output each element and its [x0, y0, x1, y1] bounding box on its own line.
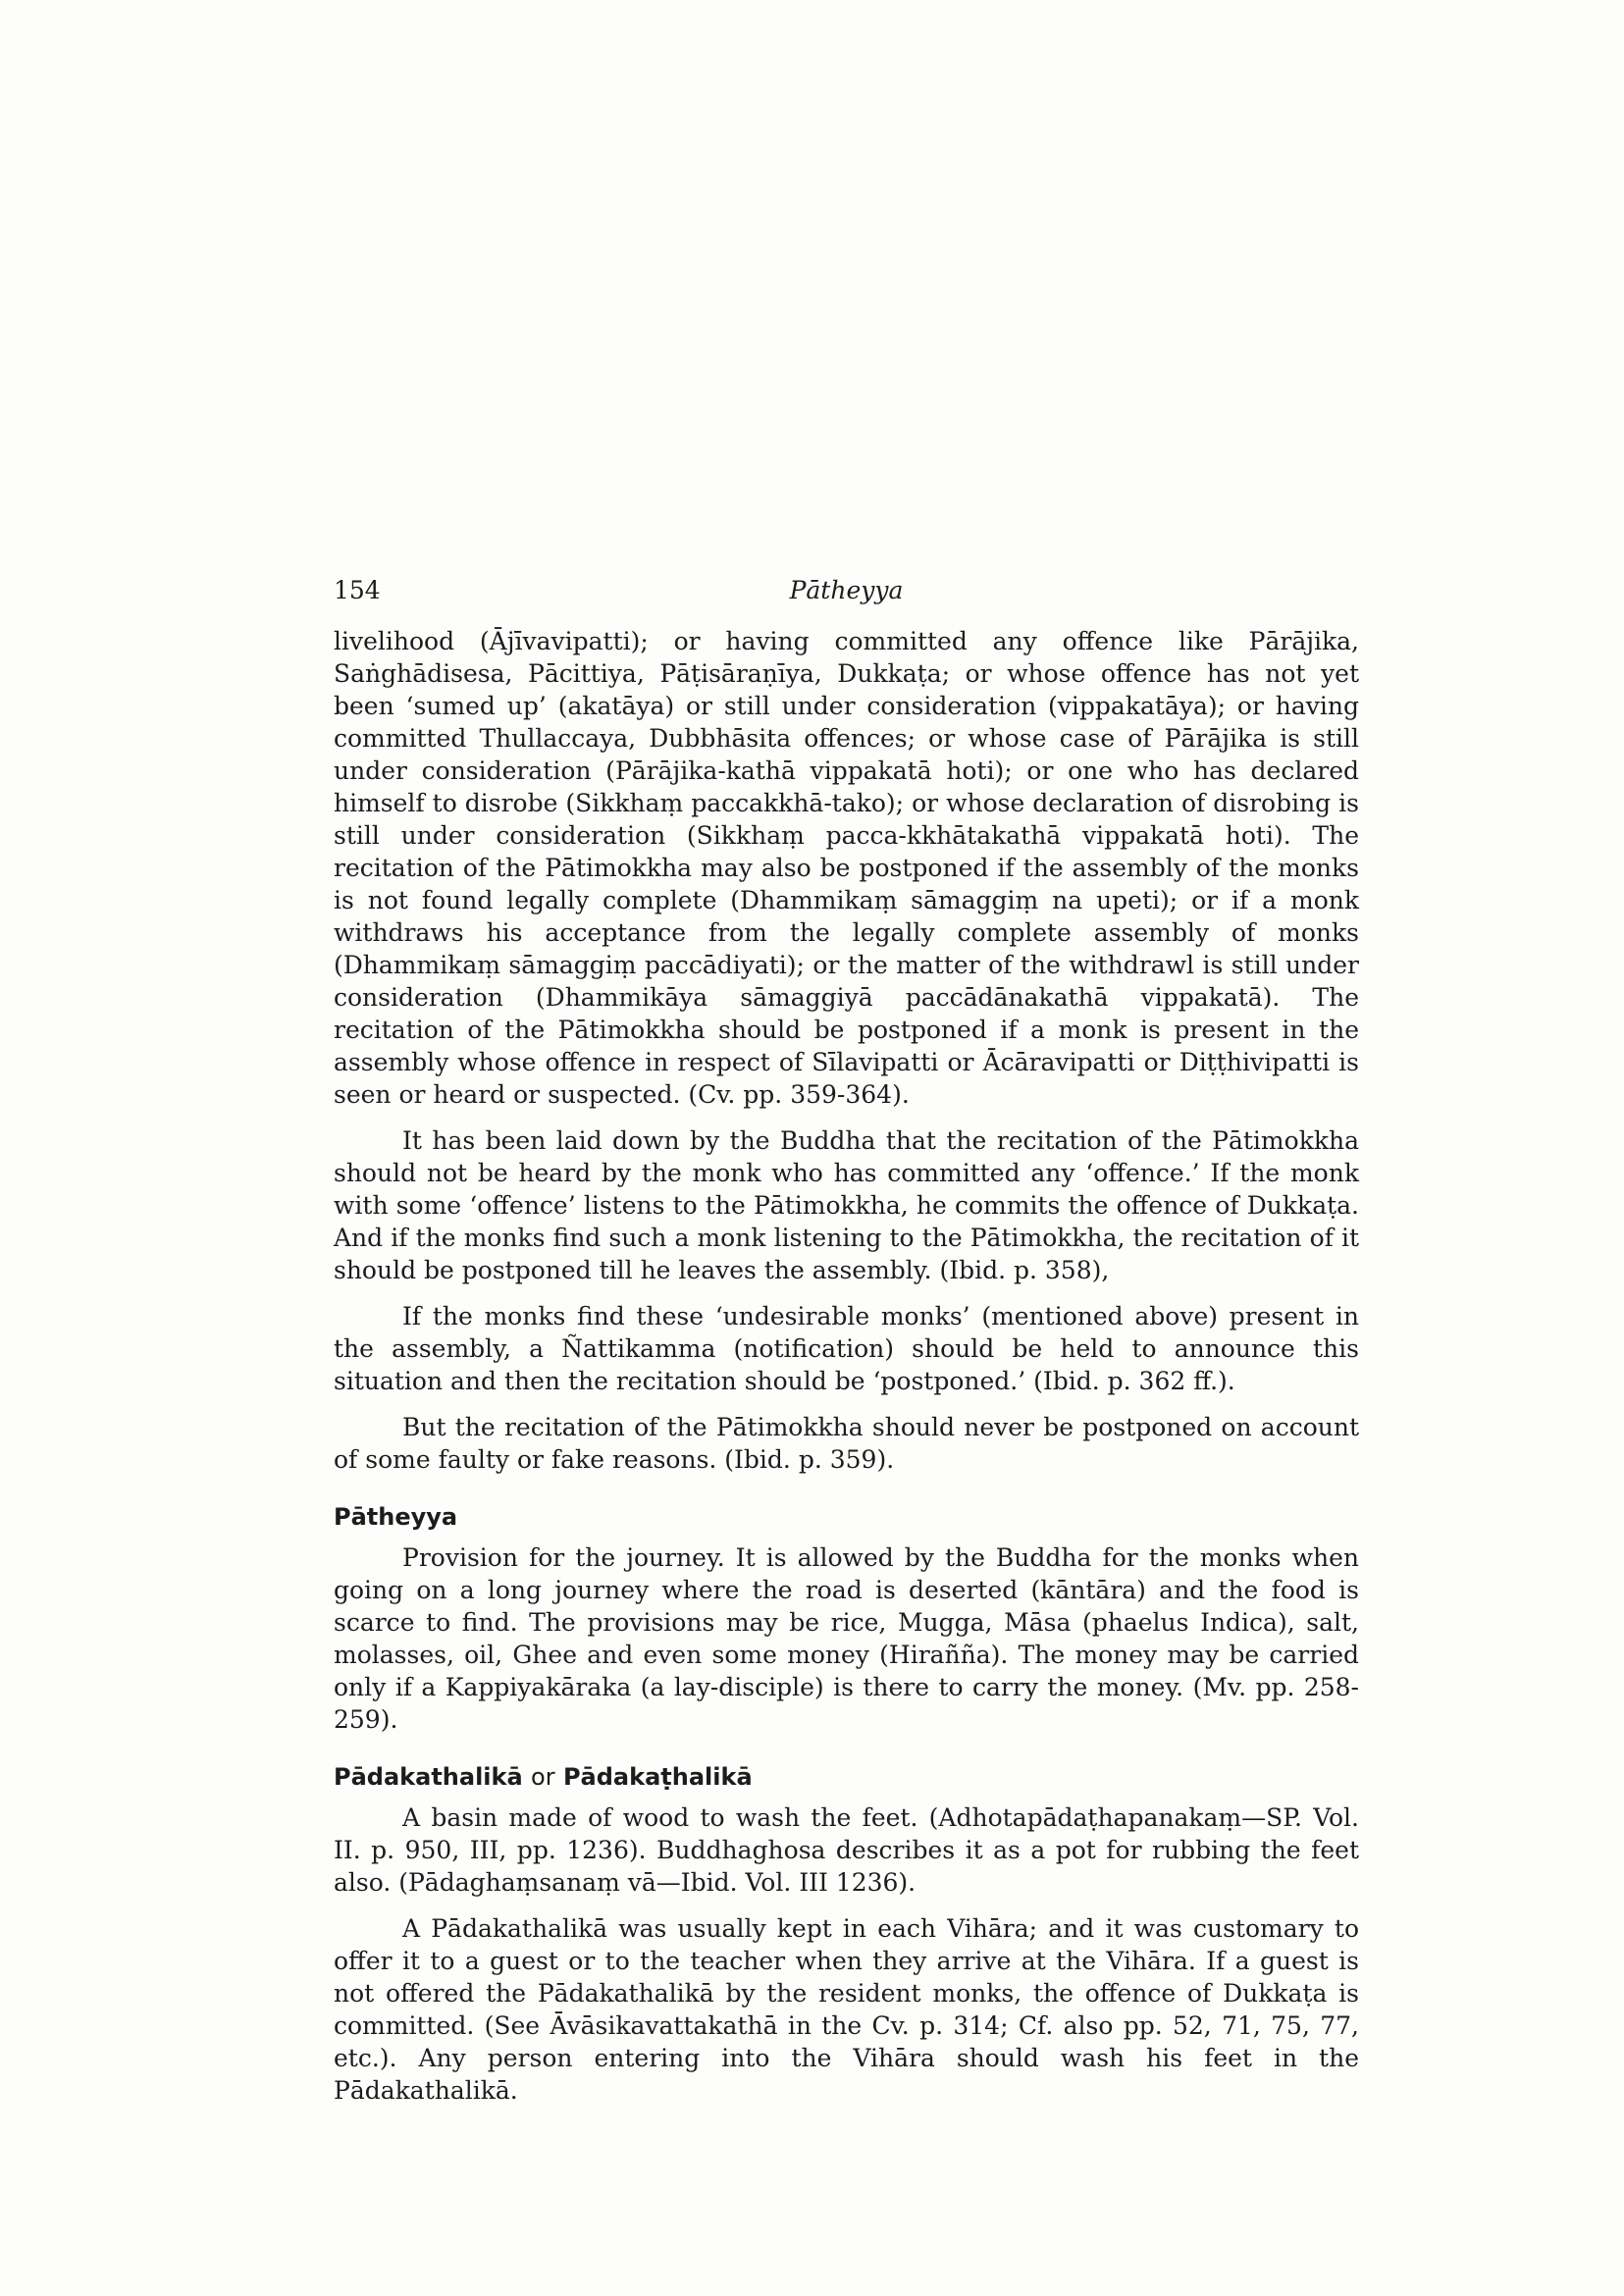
paragraph-continued: livelihood (Ājīvavipatti); or having committed any offence like Pārājika, Saṅghādisesa, Pācittiya, Pāṭisāraṇīya, Dukkaṭa; or whose offence has not yet been ‘sumed up’ (akatāya) or still under consideration (vippakatāya); or having committed Thullaccaya, Dubbhāsita offences; or whose case of Pārājika is still under consideration (Pārājika-kathā vippakatā hoti); or one who has declared himself to disrobe (Sikkhaṃ paccakkhā-tako); or whose declaration of disrobing is still under consideration (Sikkhaṃ pacca-kkhātakathā vippakatā hoti). The recitation of the Pātimokkha may also be postponed if the assembly of the monks is not found legally complete (Dhammikaṃ sāmaggiṃ na upeti); or if a monk withdraws his acceptance from the legally complete assembly of monks (Dhammikaṃ sāmaggiṃ paccādiyati); or the matter of the withdrawl is still under consideration (Dhammikāya sāmaggiyā paccādānakathā vippakatā). The recitation of the Pātimokkha should be postponed if a monk is present in the assembly whose offence in respect of Sīlavipatti or Ācāravipatti or Diṭṭhivipatti is seen or heard or suspected. (Cv. pp. 359-364).: [334, 627, 1359, 1109]
paragraph: A Pādakathalikā was usually kept in each Vihāra; and it was customary to offer it to a guest or to the teacher when they arrive at the Vihāra. If a guest is not offered the Pādakathalikā by the resident monks, the offence of Dukkaṭa is committed. (See Āvāsikavattakathā in the Cv. p. 314; Cf. also pp. 52, 71, 75, 77, etc.). Any person entering into the Vihāra should wash his feet in the Pādakathalikā.: [334, 1914, 1359, 2105]
heading-or: or: [531, 1763, 555, 1791]
heading-term-variant: Pādakaṭhalikā: [562, 1763, 753, 1791]
heading-term: Pādakathalikā: [334, 1763, 523, 1791]
paragraph: It has been laid down by the Buddha that the recitation of the Pātimokkha should not be heard by the monk who has committed any ‘offence.’ If the monk with some ‘offence’ listens to the Pātimokkha, he commits the offence of Dukkaṭa. And if the monks find such a monk listening to the Pātimokkha, the recitation of it should be postponed till he leaves the assembly. (Ibid. p. 358),: [334, 1126, 1359, 1284]
running-title: Pātheyya: [789, 576, 904, 604]
section-heading-patheyya: Pātheyya: [334, 1503, 458, 1531]
running-head: [334, 574, 1359, 613]
paragraph: But the recitation of the Pātimokkha should never be postponed on account of some faulty or fake reasons. (Ibid. p. 359).: [334, 1413, 1359, 1474]
page-number: 154: [334, 576, 381, 604]
paragraph: A basin made of wood to wash the feet. (Adhotapādaṭhapanakaṃ—SP. Vol. II. p. 950, III, pp. 1236). Buddhaghosa describes it as a pot for rubbing the feet also. (Pādaghaṃsanaṃ vā—Ibid. Vol. III 1236).: [334, 1803, 1359, 1897]
paragraph: Provision for the journey. It is allowed by the Buddha for the monks when going on a long journey where the road is deserted (kāntāra) and the food is scarce to find. The provisions may be rice, Mugga, Māsa (phaelus Indica), salt, molasses, oil, Ghee and even some money (Hiraññа). The money may be carried only if a Kappiyakāraka (a lay-disciple) is there to carry the money. (Mv. pp. 258-259).: [334, 1543, 1359, 1734]
book-page: [334, 574, 1359, 2120]
section-heading-padakathalika: [334, 1761, 1359, 1794]
paragraph: If the monks find these ‘undesirable monks’ (mentioned above) present in the assembly, a Ñattikamma (notification) should be held to announce this situation and then the recitation should be ‘postponed.’ (Ibid. p. 362 ff.).: [334, 1302, 1359, 1395]
